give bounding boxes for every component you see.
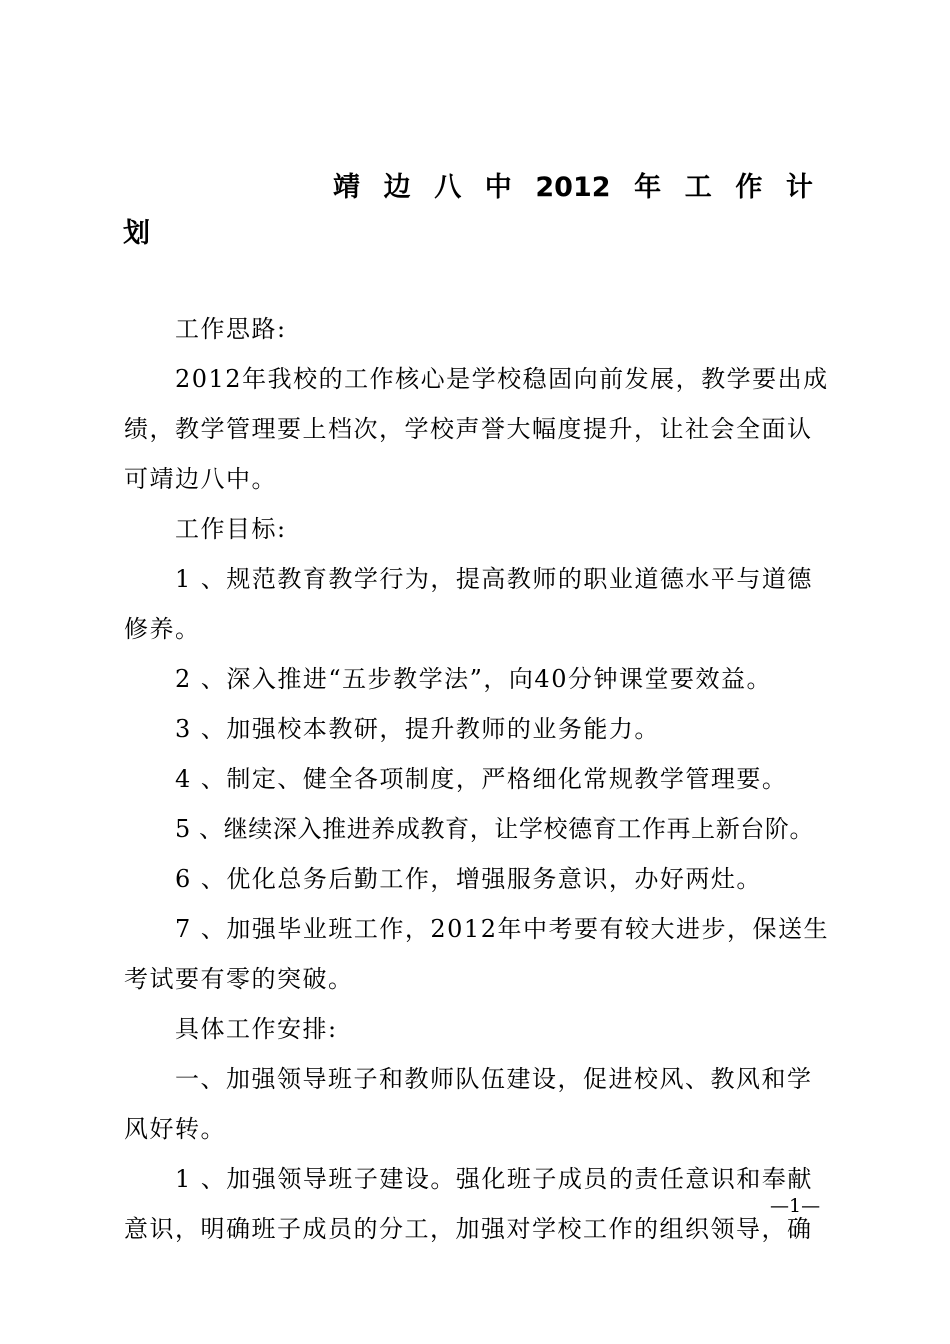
title-char: 作: [735, 172, 763, 203]
title-char: 2012: [535, 172, 611, 203]
list-item: 1 、加强领导班子建设。强化班子成员的责任意识和奉献意识，明确班子成员的分工，加强对学校工作的组织领导，确: [124, 1165, 813, 1243]
document-body: [124, 304, 836, 1254]
title-char: 年: [634, 172, 662, 203]
section-heading: 工作目标:: [175, 515, 287, 543]
list-item: 1 、规范教育教学行为，提高教师的职业道德水平与道德修养。: [124, 565, 813, 643]
list-item: 5 、继续深入推进养成教育，让学校德育工作再上新台阶。: [175, 815, 815, 843]
document-title: [333, 168, 813, 208]
section-heading: 具体工作安排:: [175, 1015, 338, 1043]
section-heading: 工作思路:: [175, 315, 287, 343]
list-item: 2 、深入推进“五步教学法”，向40分钟课堂要效益。: [175, 665, 772, 693]
list-item: 4 、制定、健全各项制度，严格细化常规教学管理要。: [175, 765, 788, 793]
title-char: 靖: [333, 172, 360, 203]
title-char: 八: [434, 172, 462, 203]
document-title-wrap: 划: [123, 218, 150, 249]
list-item: 7 、加强毕业班工作，2012年中考要有较大进步，保送生考试要有零的突破。: [124, 915, 829, 993]
title-char: 边: [383, 172, 411, 203]
title-char: 工: [684, 172, 712, 203]
list-item: 3 、加强校本教研，提升教师的业务能力。: [175, 715, 660, 743]
title-char: 计: [785, 172, 813, 203]
paragraph: 2012年我校的工作核心是学校稳固向前发展，教学要出成绩，教学管理要上档次，学校声誉大幅度提升，让社会全面认可靖边八中。: [124, 365, 829, 493]
page-number: —1—: [770, 1195, 821, 1217]
paragraph: 一、加强领导班子和教师队伍建设，促进校风、教风和学风好转。: [124, 1065, 813, 1143]
title-char: 中: [484, 172, 512, 203]
list-item: 6 、优化总务后勤工作，增强服务意识，办好两灶。: [175, 865, 762, 893]
